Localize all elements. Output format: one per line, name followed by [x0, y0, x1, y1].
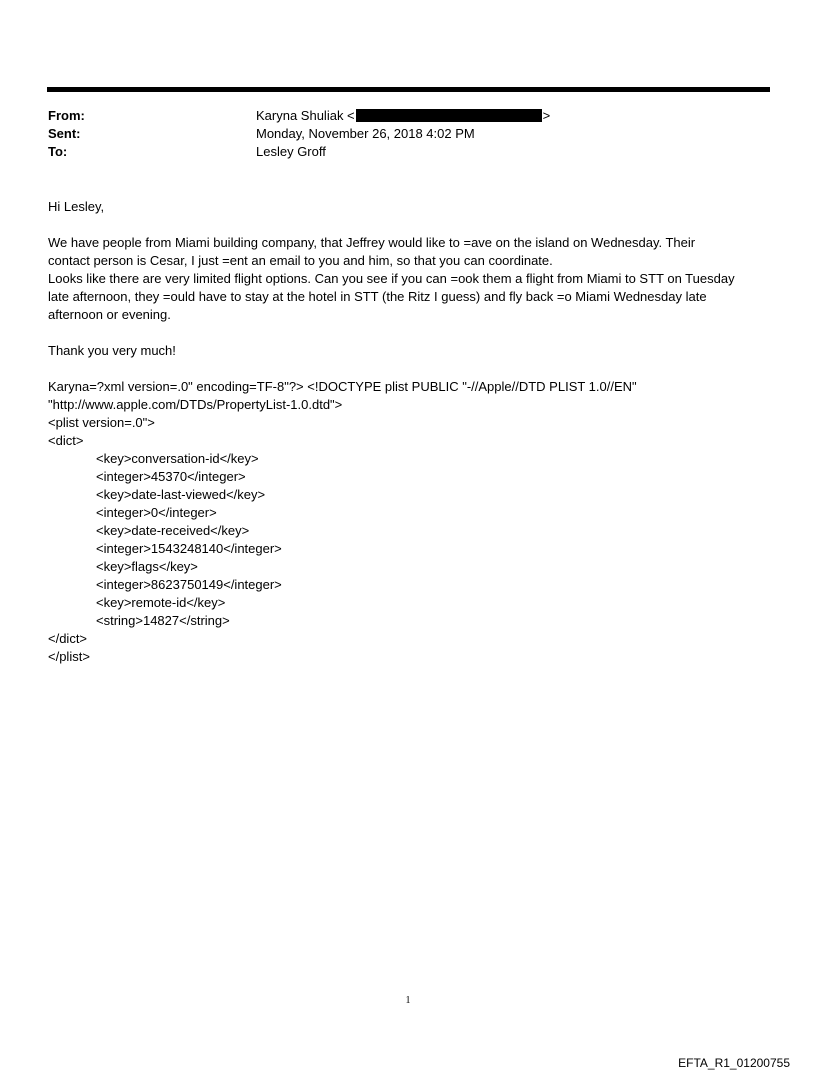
plist-line: </plist> [48, 649, 90, 664]
plist-entry: <key>date-received</key> [96, 523, 250, 538]
plist-line: "http://www.apple.com/DTDs/PropertyList-1.0.dtd"> [48, 397, 343, 412]
plist-entry: <key>remote-id</key> [96, 595, 226, 610]
from-label: From: [48, 108, 85, 123]
page-number: 1 [405, 995, 411, 1006]
from-close: > [542, 108, 551, 123]
paragraph-line: afternoon or evening. [48, 307, 171, 322]
spacer [48, 216, 772, 234]
greeting: Hi Lesley, [48, 199, 105, 214]
plist-entry: <key>flags</key> [96, 559, 198, 574]
spacer [48, 360, 772, 378]
email-body [48, 198, 772, 666]
to-value: Lesley Groff [256, 144, 326, 159]
plist-entry: <integer>0</integer> [96, 505, 217, 520]
sent-label: Sent: [48, 126, 81, 141]
plist-entry: <key>date-last-viewed</key> [96, 487, 266, 502]
redaction-box [356, 109, 542, 122]
from-value [256, 107, 550, 125]
document-id: EFTA_R1_01200755 [678, 1056, 790, 1070]
paragraph-line: late afternoon, they =ould have to stay at the hotel in STT (the Ritz I guess) and fly back =o Miami Wednesday late [48, 289, 707, 304]
plist-entry: <integer>1543248140</integer> [96, 541, 282, 556]
from-row [48, 107, 768, 125]
spacer [48, 324, 772, 342]
paragraph-line: We have people from Miami building company, that Jeffrey would like to =ave on the island on Wednesday. Their [48, 235, 696, 250]
top-divider [47, 87, 770, 92]
plist-line: <dict> [48, 433, 84, 448]
to-label: To: [48, 144, 68, 159]
paragraph-line: Looks like there are very limited flight options. Can you see if you can =ook them a flight from Miami to STT on Tuesday [48, 271, 735, 286]
plist-entry: <key>conversation-id</key> [96, 451, 259, 466]
plist-entry: <string>14827</string> [96, 613, 230, 628]
from-name: Karyna Shuliak < [256, 108, 355, 123]
sent-value: Monday, November 26, 2018 4:02 PM [256, 126, 475, 141]
thanks-line: Thank you very much! [48, 343, 176, 358]
plist-entry: <integer>45370</integer> [96, 469, 246, 484]
plist-line: </dict> [48, 631, 88, 646]
plist-line: Karyna=?xml version=.0" encoding=TF-8"?> <!DOCTYPE plist PUBLIC "-//Apple//DTD PLIST 1.0//EN" [48, 379, 637, 394]
to-row [48, 143, 768, 161]
paragraph-line: contact person is Cesar, I just =ent an email to you and him, so that you can coordinate. [48, 253, 553, 268]
plist-entry: <integer>8623750149</integer> [96, 577, 282, 592]
sent-row [48, 125, 768, 143]
plist-line: <plist version=.0"> [48, 415, 155, 430]
email-header [48, 107, 768, 161]
